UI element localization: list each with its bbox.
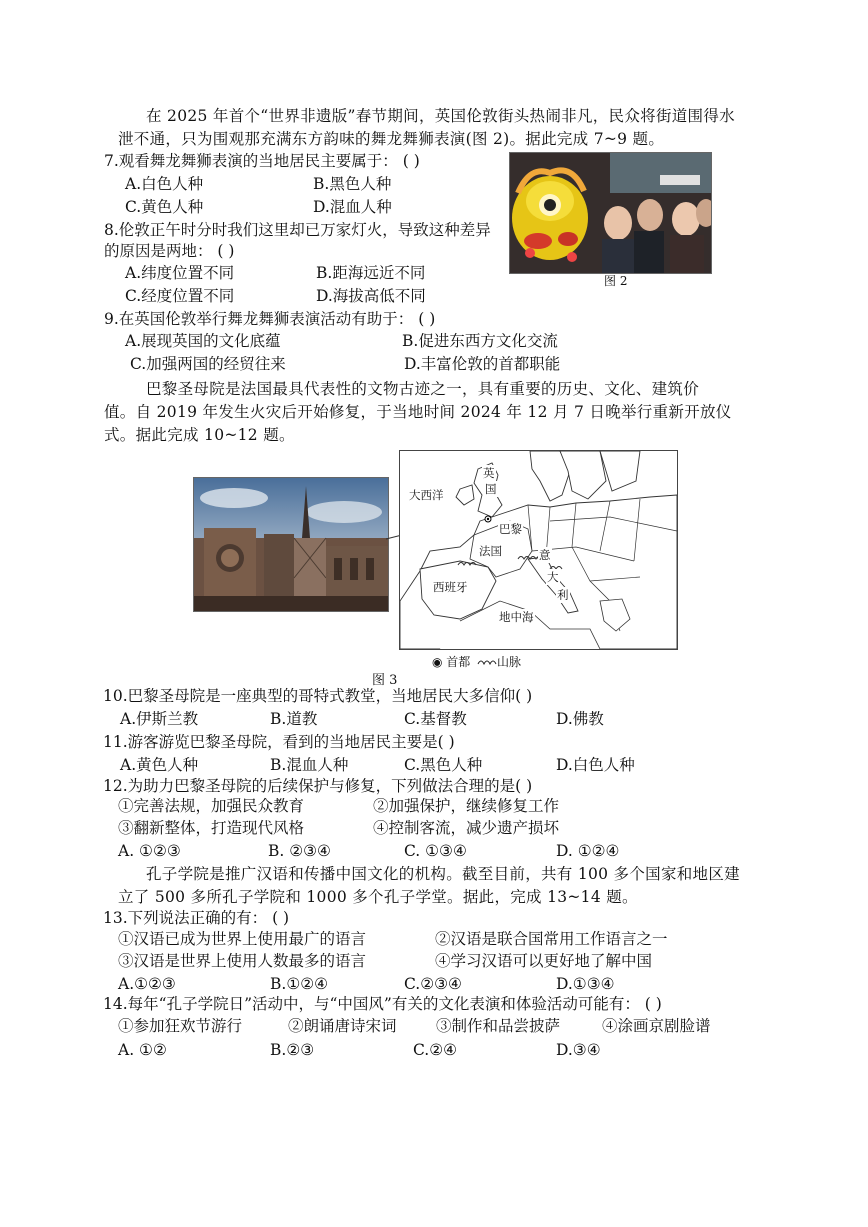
q10-option-a: A.伊斯兰教 xyxy=(120,710,199,728)
lion-dance-illustration xyxy=(510,153,711,273)
question-8-stem-line-1: 8.伦敦正午时分时我们这里却已万家灯火，导致这种差异 xyxy=(104,221,491,239)
map-label-uk-1: 英 xyxy=(483,466,495,480)
notre-dame-illustration xyxy=(194,478,388,611)
figure-2-caption: 图 2 xyxy=(604,274,628,288)
q11-option-b: B.混血人种 xyxy=(270,756,349,774)
passage-2-line-1: 巴黎圣母院是法国最具代表性的文物古迹之一，具有重要的历史、文化、建筑价 xyxy=(146,380,700,398)
q14-option-b: B.②③ xyxy=(270,1041,315,1059)
q7-option-d: D.混血人种 xyxy=(313,198,392,216)
q9-option-c: C.加强两国的经贸往来 xyxy=(130,355,286,373)
q12-statement-2: ②加强保护，继续修复工作 xyxy=(373,797,560,815)
q9-option-a: A.展现英国的文化底蕴 xyxy=(125,332,281,350)
q7-option-a: A.白色人种 xyxy=(125,175,204,193)
q14-option-d: D.③④ xyxy=(556,1041,601,1059)
figure-3-caption: 图 3 xyxy=(372,673,398,688)
question-13-stem: 13.下列说法正确的有： ( ) xyxy=(103,909,290,927)
figure-3-europe-map xyxy=(399,450,678,650)
passage-1-line-1: 在 2025 年首个“世界非遗版”春节期间，英国伦敦街头热闹非凡，民众将街道围得水 xyxy=(146,107,735,125)
q13-statement-3: ③汉语是世界上使用人数最多的语言 xyxy=(118,952,367,970)
map-label-france: 法国 xyxy=(479,544,502,558)
q14-option-a: A. ①② xyxy=(118,1041,167,1059)
figure-3-notre-dame-photo xyxy=(193,477,389,612)
q13-option-a: A.①②③ xyxy=(118,975,176,993)
q10-option-b: B.道教 xyxy=(270,710,318,728)
q8-option-a: A.纬度位置不同 xyxy=(125,264,235,282)
question-12-stem: 12.为助力巴黎圣母院的后续保护与修复，下列做法合理的是( ) xyxy=(103,777,533,795)
q8-option-c: C.经度位置不同 xyxy=(125,287,235,305)
q12-statement-3: ③翻新整体，打造现代风格 xyxy=(118,819,305,837)
passage-3-line-2: 立了 500 多所孔子学院和 1000 多个孔子学堂。据此，完成 13~14 题。 xyxy=(118,888,638,906)
q12-option-c: C. ①③④ xyxy=(404,842,467,860)
figure-2-lion-dance-photo xyxy=(509,152,712,274)
q13-statement-4: ④学习汉语可以更好地了解中国 xyxy=(435,952,653,970)
q13-statement-1: ①汉语已成为世界上使用最广的语言 xyxy=(118,930,367,948)
map-label-spain: 西班牙 xyxy=(433,580,468,594)
q14-statement-1: ①参加狂欢节游行 xyxy=(118,1017,243,1035)
passage-2-line-3: 式。据此完成 10~12 题。 xyxy=(104,426,295,444)
q12-option-a: A. ①②③ xyxy=(118,842,181,860)
q13-option-b: B.①②④ xyxy=(270,975,329,993)
question-14-stem: 14.每年“孔子学院日”活动中，与“中国风”有关的文化表演和体验活动可能有： ( ) xyxy=(103,995,662,1013)
q7-option-c: C.黄色人种 xyxy=(125,198,204,216)
passage-1-line-2: 泄不通，只为围观那充满东方韵味的舞龙舞狮表演(图 2)。据此完成 7~9 题。 xyxy=(118,130,665,148)
map-label-italy-2: 大 xyxy=(547,570,559,584)
question-8-stem-line-2: 的原因是两地： ( ) xyxy=(104,242,235,260)
q14-statement-2: ②朗诵唐诗宋词 xyxy=(288,1017,397,1035)
q7-option-b: B.黑色人种 xyxy=(313,175,392,193)
q9-option-b: B.促进东西方文化交流 xyxy=(402,332,558,350)
map-label-paris: 巴黎 xyxy=(499,522,522,536)
q10-option-d: D.佛教 xyxy=(556,710,604,728)
q13-statement-2: ②汉语是联合国常用工作语言之一 xyxy=(435,930,668,948)
passage-3-line-1: 孔子学院是推广汉语和传播中国文化的机构。截至目前，共有 100 多个国家和地区建 xyxy=(146,865,740,883)
map-label-uk-2: 国 xyxy=(485,482,497,496)
q12-statement-4: ④控制客流，减少遗产损坏 xyxy=(373,819,560,837)
map-label-italy-1: 意 xyxy=(539,548,551,562)
map-label-mediterranean: 地中海 xyxy=(499,610,534,624)
map-label-atlantic: 大西洋 xyxy=(409,488,444,502)
question-9-stem: 9.在英国伦敦举行舞龙舞狮表演活动有助于： ( ) xyxy=(104,310,436,328)
map-legend-mountain: 山脉 xyxy=(497,655,522,669)
q12-option-d: D. ①②④ xyxy=(556,842,620,860)
mountain-legend-icon xyxy=(477,656,497,666)
q8-option-b: B.距海远近不同 xyxy=(316,264,426,282)
question-10-stem: 10.巴黎圣母院是一座典型的哥特式教堂，当地居民大多信仰( ) xyxy=(103,687,533,705)
passage-2-line-2: 值。自 2019 年发生火灾后开始修复，于当地时间 2024 年 12 月 7 日晚举行重新开放仪 xyxy=(104,403,732,421)
q13-option-c: C.②③④ xyxy=(404,975,462,993)
q11-option-d: D.白色人种 xyxy=(556,756,635,774)
q10-option-c: C.基督教 xyxy=(404,710,467,728)
q14-option-c: C.②④ xyxy=(413,1041,458,1059)
question-11-stem: 11.游客游览巴黎圣母院，看到的当地居民主要是( ) xyxy=(103,733,455,751)
q11-option-c: C.黑色人种 xyxy=(404,756,483,774)
q11-option-a: A.黄色人种 xyxy=(120,756,199,774)
map-legend-capital: ◉ 首都 xyxy=(432,655,471,669)
q14-statement-3: ③制作和品尝披萨 xyxy=(436,1017,561,1035)
q12-option-b: B. ②③④ xyxy=(268,842,331,860)
q14-statement-4: ④涂画京剧脸谱 xyxy=(602,1017,711,1035)
question-7-stem: 7.观看舞龙舞狮表演的当地居民主要属于： ( ) xyxy=(104,152,420,170)
q13-option-d: D.①③④ xyxy=(556,975,615,993)
q12-statement-1: ①完善法规，加强民众教育 xyxy=(118,797,305,815)
q9-option-d: D.丰富伦敦的首都职能 xyxy=(404,355,561,373)
q8-option-d: D.海拔高低不同 xyxy=(316,287,426,305)
map-label-italy-3: 利 xyxy=(557,588,569,602)
